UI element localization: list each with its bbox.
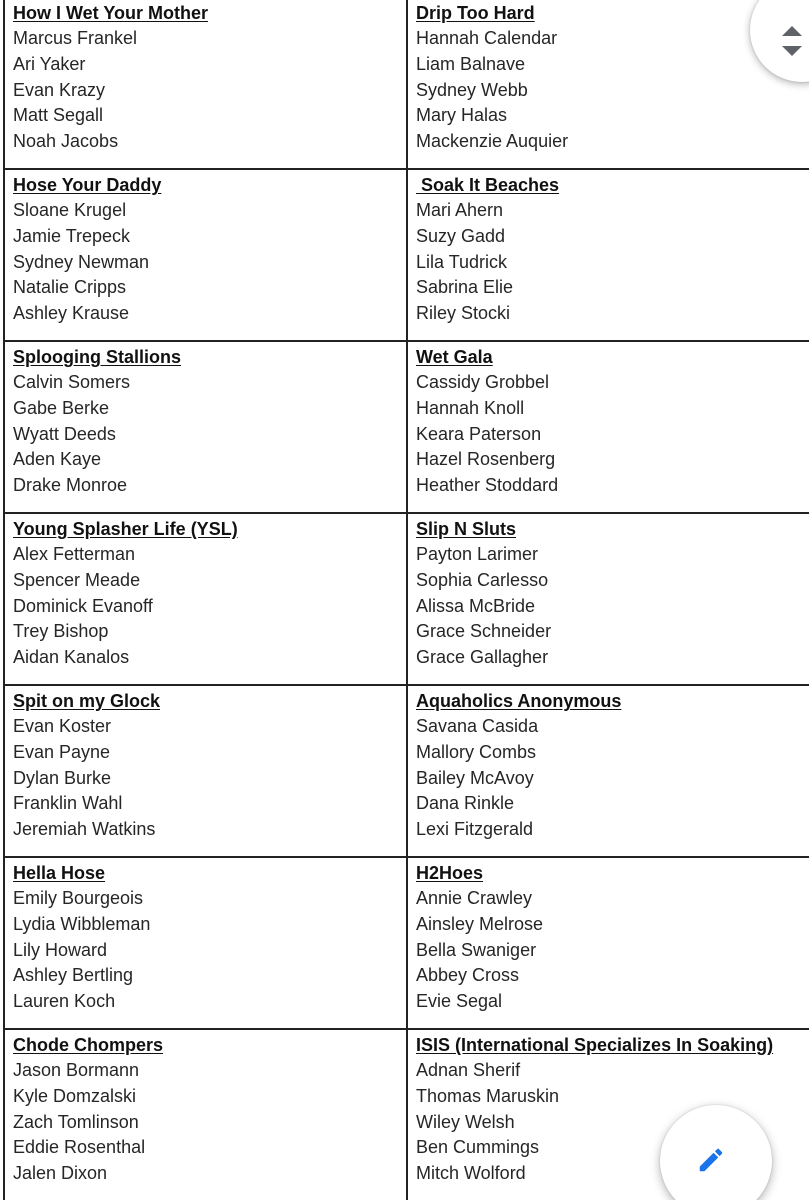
team-member: Lauren Koch bbox=[13, 991, 116, 1012]
team-member: Abbey Cross bbox=[416, 965, 520, 986]
team-member: Sophia Carlesso bbox=[416, 569, 549, 590]
table-row bbox=[3, 858, 809, 1030]
team-member: Marcus Frankel bbox=[13, 28, 138, 48]
team-cell bbox=[3, 342, 408, 512]
teams-table bbox=[3, 0, 809, 1200]
team-member: Cassidy Grobbel bbox=[416, 372, 550, 392]
team-member: Ashley Krause bbox=[13, 303, 130, 324]
team-member: Mitch Wolford bbox=[416, 1163, 526, 1184]
team-name: Hella Hose bbox=[13, 863, 106, 883]
team-member: Gabe Berke bbox=[13, 397, 110, 418]
team-member: Aidan Kanalos bbox=[13, 647, 130, 668]
team-cell bbox=[3, 0, 408, 168]
team-member: Calvin Somers bbox=[13, 372, 131, 392]
team-member: Aden Kaye bbox=[13, 449, 102, 470]
team-member: Lydia Wibbleman bbox=[13, 913, 151, 934]
team-member: Liam Balnave bbox=[416, 53, 526, 74]
team-member: Eddie Rosenthal bbox=[13, 1137, 146, 1158]
team-member: Hazel Rosenberg bbox=[416, 449, 556, 470]
team-member: Spencer Meade bbox=[13, 569, 141, 590]
team-member: Emily Bourgeois bbox=[13, 888, 144, 908]
table-row bbox=[3, 514, 809, 686]
team-member: Trey Bishop bbox=[13, 621, 109, 642]
team-name: Slip N Sluts bbox=[416, 519, 517, 539]
team-cell bbox=[408, 686, 809, 856]
team-member: Zach Tomlinson bbox=[13, 1111, 139, 1132]
team-member: Mallory Combs bbox=[416, 741, 537, 762]
team-name: Spit on my Glock bbox=[13, 691, 161, 711]
team-member: Franklin Wahl bbox=[13, 793, 123, 814]
team-member: Alex Fetterman bbox=[13, 544, 136, 564]
team-member: Grace Schneider bbox=[416, 621, 552, 642]
team-member: Mackenzie Auquier bbox=[416, 131, 569, 152]
team-member: Savana Casida bbox=[416, 716, 539, 736]
team-name: Aquaholics Anonymous bbox=[416, 691, 622, 711]
team-member: Grace Gallagher bbox=[416, 647, 549, 668]
team-member: Matt Segall bbox=[13, 105, 104, 126]
team-member: Wyatt Deeds bbox=[13, 423, 116, 444]
team-member: Heather Stoddard bbox=[416, 475, 559, 496]
table-row bbox=[3, 0, 809, 170]
team-member: Evan Payne bbox=[13, 741, 111, 762]
team-cell bbox=[408, 0, 809, 168]
team-member: Jason Bormann bbox=[13, 1060, 140, 1080]
team-member: Noah Jacobs bbox=[13, 131, 119, 152]
team-member: Evie Segal bbox=[416, 991, 503, 1012]
team-cell bbox=[408, 170, 809, 340]
table-row bbox=[3, 170, 809, 342]
team-member: Kyle Domzalski bbox=[13, 1085, 137, 1106]
team-cell bbox=[3, 170, 408, 340]
team-member: Riley Stocki bbox=[416, 303, 511, 324]
team-member: Natalie Cripps bbox=[13, 277, 127, 298]
team-member: Evan Koster bbox=[13, 716, 112, 736]
team-member: Jalen Dixon bbox=[13, 1163, 108, 1184]
team-member: Thomas Maruskin bbox=[416, 1085, 560, 1106]
team-name: Chode Chompers bbox=[13, 1035, 164, 1055]
team-cell bbox=[3, 1030, 408, 1200]
team-member: Ari Yaker bbox=[13, 53, 86, 74]
team-member: Bella Swaniger bbox=[416, 939, 537, 960]
team-member: Lila Tudrick bbox=[416, 251, 508, 272]
team-name: Young Splasher Life (YSL) bbox=[13, 519, 238, 539]
team-member: Alissa McBride bbox=[416, 595, 536, 616]
team-member: Hannah Knoll bbox=[416, 397, 525, 418]
team-member: Sabrina Elie bbox=[416, 277, 514, 298]
table-row bbox=[3, 342, 809, 514]
team-cell bbox=[3, 514, 408, 684]
team-cell bbox=[408, 342, 809, 512]
table-row bbox=[3, 686, 809, 858]
team-cell bbox=[3, 858, 408, 1028]
team-member: Annie Crawley bbox=[416, 888, 533, 908]
team-member: Jeremiah Watkins bbox=[13, 819, 156, 840]
chevron-down-icon bbox=[782, 46, 802, 56]
team-name: Soak It Beaches bbox=[416, 175, 560, 195]
team-member: Jamie Trepeck bbox=[13, 225, 131, 246]
team-member: Lexi Fitzgerald bbox=[416, 819, 534, 840]
team-member: Adnan Sherif bbox=[416, 1060, 521, 1080]
team-member: Dana Rinkle bbox=[416, 793, 515, 814]
team-cell bbox=[3, 686, 408, 856]
team-member: Ashley Bertling bbox=[13, 965, 134, 986]
team-member: Wiley Welsh bbox=[416, 1111, 515, 1132]
team-member: Dylan Burke bbox=[13, 767, 112, 788]
team-name: Drip Too Hard bbox=[416, 3, 535, 23]
team-cell bbox=[408, 858, 809, 1028]
team-member: Sydney Newman bbox=[13, 251, 150, 272]
pencil-icon bbox=[696, 1145, 726, 1175]
team-name: Hose Your Daddy bbox=[13, 175, 162, 195]
team-member: Payton Larimer bbox=[416, 544, 539, 564]
team-member: Drake Monroe bbox=[13, 475, 128, 496]
team-member: Lily Howard bbox=[13, 939, 108, 960]
team-member: Hannah Calendar bbox=[416, 28, 558, 48]
team-member: Suzy Gadd bbox=[416, 225, 506, 246]
team-member: Keara Paterson bbox=[416, 423, 542, 444]
team-member: Ben Cummings bbox=[416, 1137, 540, 1158]
team-member: Bailey McAvoy bbox=[416, 767, 534, 788]
team-cell bbox=[408, 514, 809, 684]
team-member: Sydney Webb bbox=[416, 79, 528, 100]
team-name: H2Hoes bbox=[416, 863, 484, 883]
team-member: Evan Krazy bbox=[13, 79, 106, 100]
team-member: Sloane Krugel bbox=[13, 200, 127, 220]
team-name: ISIS (International Specializes In Soaking) bbox=[416, 1035, 774, 1055]
team-member: Dominick Evanoff bbox=[13, 595, 153, 616]
team-member: Mari Ahern bbox=[416, 200, 504, 220]
team-member: Mary Halas bbox=[416, 105, 508, 126]
team-name: Wet Gala bbox=[416, 347, 493, 367]
chevron-up-icon bbox=[782, 26, 802, 36]
team-name: How I Wet Your Mother bbox=[13, 3, 209, 23]
team-name: Splooging Stallions bbox=[13, 347, 181, 367]
team-member: Ainsley Melrose bbox=[416, 913, 544, 934]
